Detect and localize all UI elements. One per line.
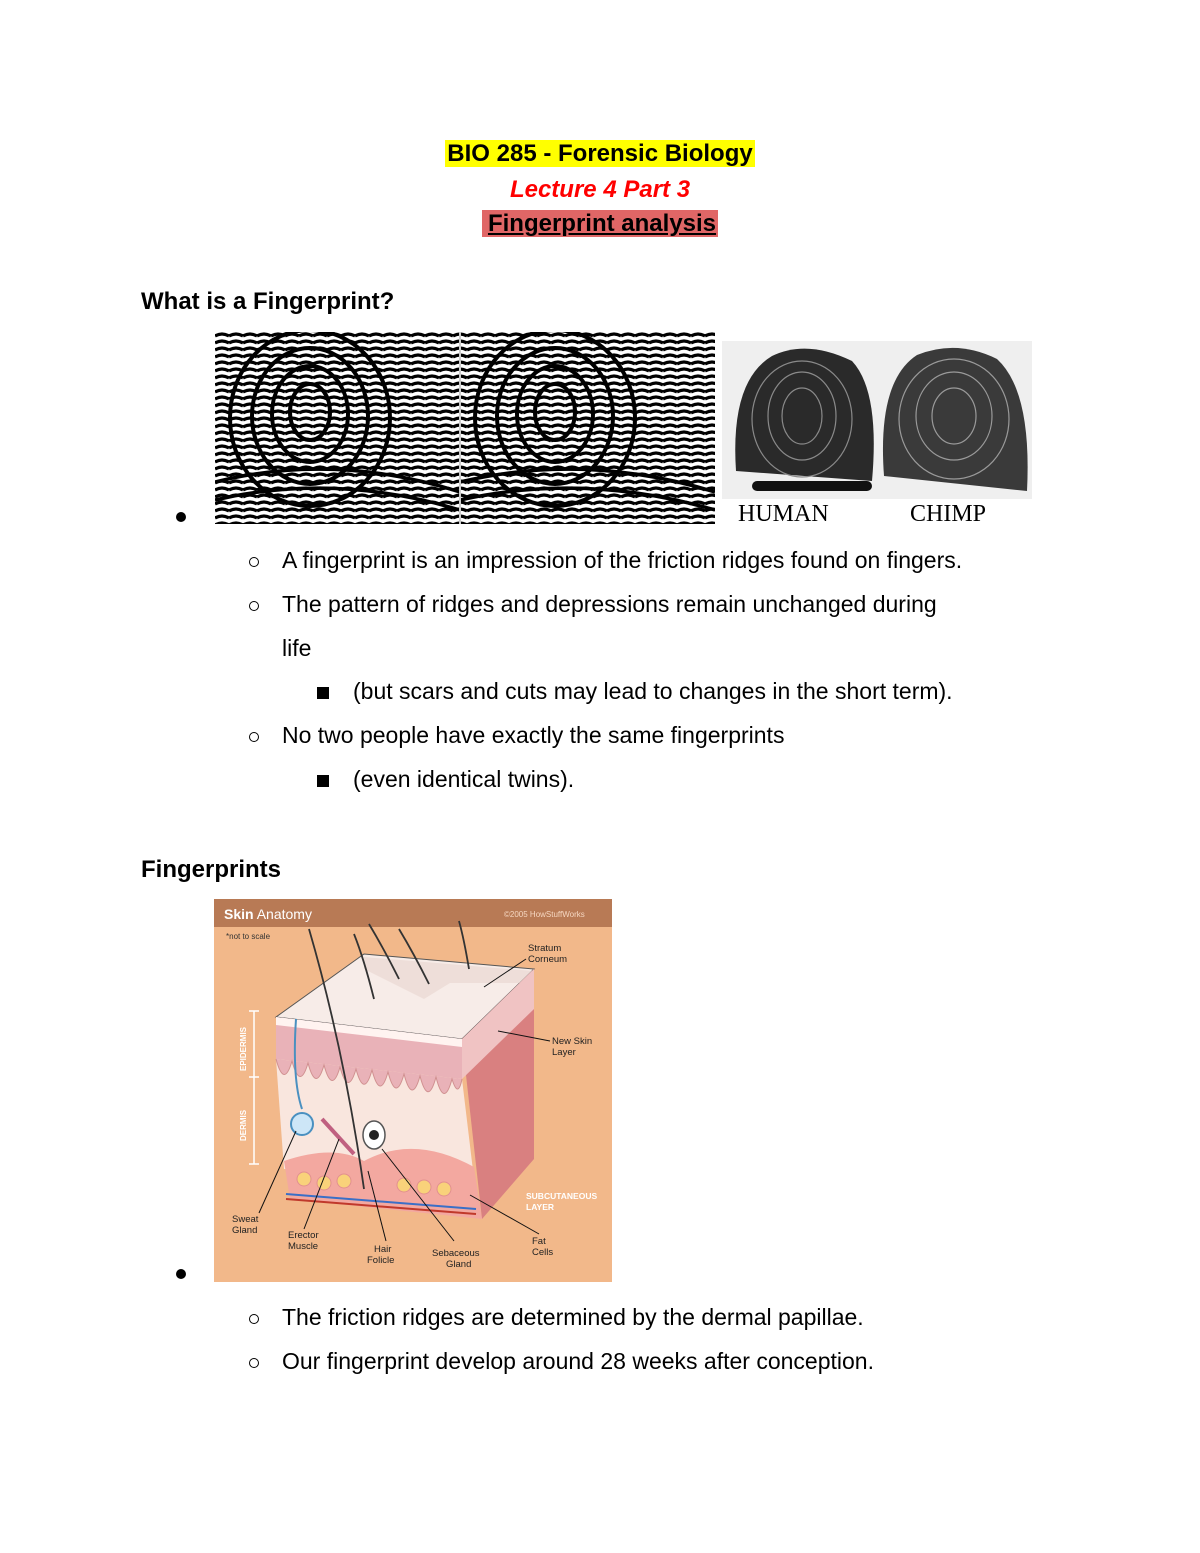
sweat-gland-label-1: Sweat	[232, 1214, 259, 1225]
hair-label-1: Hair	[374, 1244, 392, 1255]
list-item: The pattern of ridges and depressions remain unchanged during	[282, 591, 937, 617]
erector-label-2: Muscle	[288, 1241, 319, 1252]
section-heading-fingerprints: Fingerprints	[141, 856, 282, 883]
course-title-text: BIO 285 - Forensic Biology	[447, 140, 753, 167]
sub-list-item: (even identical twins).	[353, 766, 575, 792]
svg-text:Skin Anatomy	[224, 906, 312, 922]
circle-bullet	[249, 1314, 259, 1324]
topic-title-text: Fingerprint analysis	[482, 210, 718, 237]
hair-label-2: Folicle	[367, 1255, 395, 1266]
diagram-copyright: ©2005 HowStuffWorks	[504, 910, 585, 919]
fingerprint-closeup-image	[215, 332, 715, 524]
circle-bullet	[249, 601, 259, 611]
lecture-title: Lecture 4 Part 3	[509, 176, 691, 203]
human-chimp-fingerprint-image	[722, 341, 1032, 531]
sub-list-item: (but scars and cuts may lead to changes in the short term).	[353, 678, 953, 704]
new-skin-label-1: New Skin	[552, 1036, 593, 1047]
stratum-label-2: Corneum	[528, 954, 568, 965]
topic-title	[0, 210, 1200, 238]
fat-label-2: Cells	[532, 1247, 554, 1258]
stratum-label-1: Stratum	[528, 943, 562, 954]
subcutaneous-label-2: LAYER	[526, 1202, 555, 1212]
section-heading-what-is-fingerprint: What is a Fingerprint?	[141, 288, 395, 315]
skin-anatomy-diagram	[214, 899, 612, 1282]
square-bullet	[317, 687, 329, 699]
diagram-note: *not to scale	[226, 932, 271, 941]
course-title	[0, 140, 1200, 168]
epidermis-label: EPIDERMIS	[239, 1026, 248, 1071]
human-label: HUMAN	[738, 501, 829, 527]
sebaceous-label-1: Sebaceous	[432, 1248, 480, 1259]
bullet-dot	[176, 512, 186, 522]
diagram-title-rest: Anatomy	[253, 906, 312, 922]
sweat-gland-label-2: Gland	[232, 1225, 258, 1236]
circle-bullet	[249, 732, 259, 742]
new-skin-label-2: Layer	[552, 1047, 576, 1058]
sebaceous-label-2: Gland	[446, 1259, 472, 1270]
list-item: Our fingerprint develop around 28 weeks after conception.	[282, 1348, 874, 1374]
subcutaneous-label-1: SUBCUTANEOUS	[526, 1191, 598, 1201]
circle-bullet	[249, 557, 259, 567]
diagram-title-bold: Skin	[224, 906, 254, 922]
list-item: The friction ridges are determined by the dermal papillae.	[282, 1304, 864, 1330]
list-item-continuation: life	[282, 635, 312, 661]
list-item: A fingerprint is an impression of the friction ridges found on fingers.	[282, 547, 963, 573]
chimp-label: CHIMP	[910, 501, 987, 527]
erector-label-1: Erector	[288, 1230, 319, 1241]
dermis-label: DERMIS	[239, 1109, 248, 1141]
list-item: No two people have exactly the same fingerprints	[282, 722, 785, 748]
bullet-dot	[176, 1269, 186, 1279]
square-bullet	[317, 775, 329, 787]
fat-label-1: Fat	[532, 1236, 546, 1247]
circle-bullet	[249, 1358, 259, 1368]
